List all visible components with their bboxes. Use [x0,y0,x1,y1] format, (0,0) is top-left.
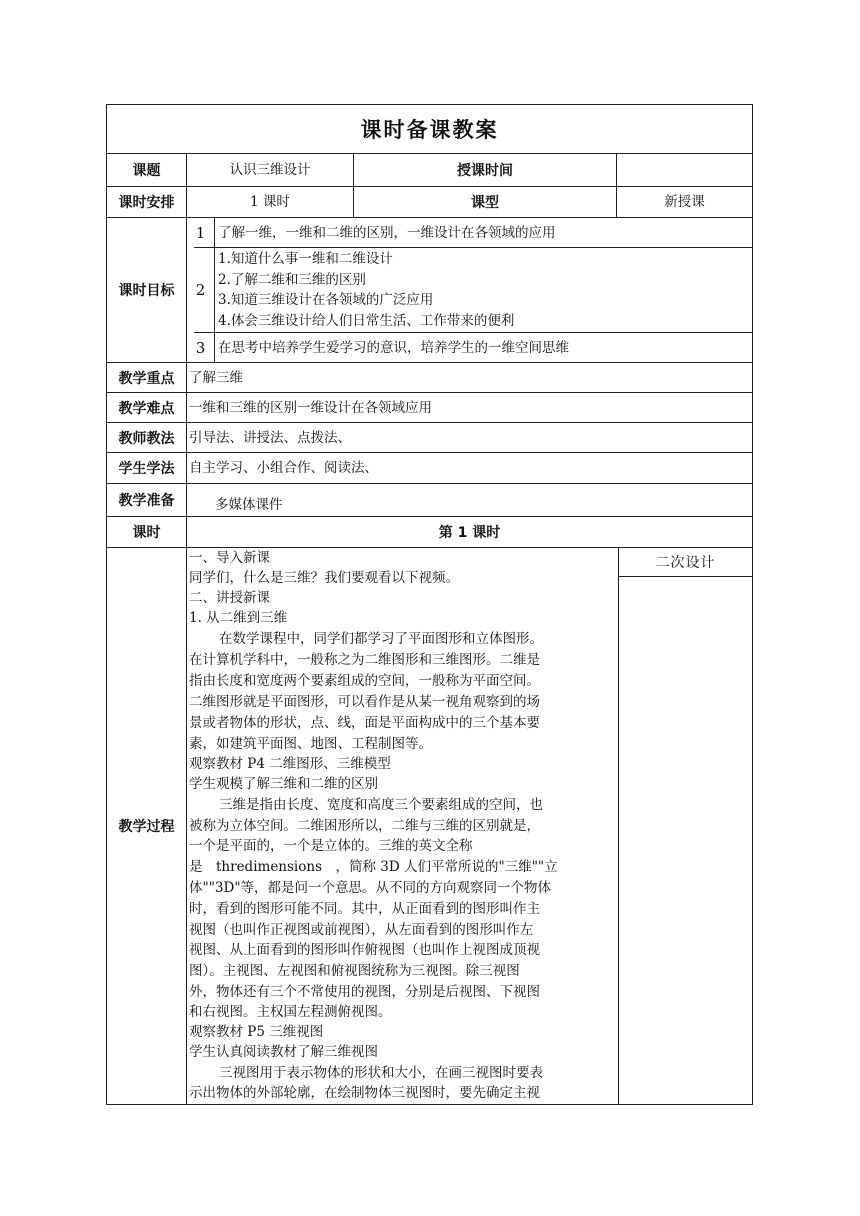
student-method-label: 学生学法 [118,461,175,477]
schedule-label: 课时安排 [118,195,175,211]
page-title: 课时备课教案 [360,118,499,142]
key-point-value: 了解三维 [189,369,243,386]
objective-number: 2 [195,281,206,299]
process-line: 学生观模了解三维和二维的区别 [189,776,378,792]
process-line: 和右视图。主权国左程测俯视图。 [189,1004,392,1020]
process-line: 景或者物体的形状，点、线，面是平面构成中的三个基本要 [189,715,540,731]
process-line: 三视图用于表示物体的形状和大小，在画三视图时要表 [219,1065,543,1081]
teacher-method-value: 引导法、讲授法、点拨法、 [189,429,351,446]
key-point-label: 教学重点 [118,370,175,387]
lesson-type-label: 课型 [471,195,499,211]
process-line: 视图、从上面看到的图形叫作俯视图（也叫作上视图成顶视 [189,942,540,958]
process-line: 一、导入新课 [189,550,270,566]
process-line: 观察教材 P4 二维图形、三维模型 [189,756,391,772]
process-line: 一个是平面的，一个是立体的。三维的英文全称 [189,838,473,854]
process-label: 教学过程 [118,819,175,835]
objective-number: 1 [195,223,206,242]
period-value: 第 1 课时 [438,525,501,541]
process-line: 图）。主视图、左视图和俯视图统称为三视图。除三视图 [189,963,520,979]
process-line: 指由长度和宽度两个要素组成的空间，一般称为平面空间。 [189,673,540,689]
preparation-label: 教学准备 [118,493,175,509]
process-line: 学生认真阅读教材了解三维视图 [189,1044,378,1060]
objective-text: 1.知道什么事一维和二维设计 [218,251,393,267]
class-time-label: 授课时间 [457,163,513,179]
process-line: 二、讲授新课 [189,590,270,606]
second-design-label: 二次设计 [655,555,716,571]
period-label: 课时 [132,525,161,541]
process-line: 被称为立体空间。二维困形所以，二维与三维的区别就是， [189,818,540,834]
process-line: 示出物体的外部轮廓，在绘制物体三视图时，要先确定主视 [189,1085,540,1101]
process-line: 观察教材 P5 三维视图 [189,1024,324,1040]
difficulty-value: 一维和三维的区别一维设计在各领域应用 [189,399,432,416]
process-line: 外，物体还有三个不常使用的视图，分别是后视图、下视图 [189,984,540,1000]
objective-number: 3 [195,338,206,357]
student-method-value: 自主学习、小组合作、阅读法、 [189,460,378,476]
objective-text: 在思考中培养学生爱学习的意识，培养学生的一维空间思维 [218,339,569,356]
preparation-value: 多媒体课件 [215,497,283,513]
teacher-method-label: 教师教法 [118,430,175,447]
objective-text: 3.知道三维设计在各领域的广泛应用 [218,292,434,308]
process-line: 同学们，什么是三维？我们要观看以下视频。 [189,570,459,586]
objective-text: 2.了解二维和三维的区别 [218,271,366,288]
process-line: 体""3D"等，都是问一个意思。从不同的方向观察同一个物体 [189,880,552,896]
lesson-type-value: 新授课 [664,194,705,210]
process-line: 时，看到的图形可能不同。其中，从正面看到的图形叫作主 [189,901,540,917]
schedule-value: 1 课时 [250,194,290,210]
topic-label: 课题 [132,163,161,179]
objectives-label: 课时目标 [118,283,175,299]
objective-text: 4.体会三维设计给人们日常生活、工作带来的便利 [218,312,515,329]
process-line: 素，如建筑平面图、地图、工程制图等。 [189,736,432,752]
topic-value: 认识三维设计 [229,162,311,178]
objective-text: 了解一维，一维和二维的区别，一维设计在各领域的应用 [218,224,556,241]
process-line: 是 thredimensions ，简称 3D 人们平常所说的"三维""立 [189,859,558,875]
process-line: 二维图形就是平面图形，可以看作是从某一视角观察到的场 [189,694,540,710]
process-line: 视图（也叫作正视图或前视图），从左面看到的图形叫作左 [189,922,534,938]
process-line: 三维是指由长度、宽度和高度三个要素组成的空间，也 [219,797,543,813]
process-line: 在计算机学科中，一般称之为二维图形和三维图形。二维是 [189,652,540,668]
process-line: 在数学课程中，同学们都学习了平面图形和立体图形。 [219,631,543,647]
difficulty-label: 教学难点 [118,400,175,417]
process-line: 1. 从二维到三维 [189,610,288,626]
